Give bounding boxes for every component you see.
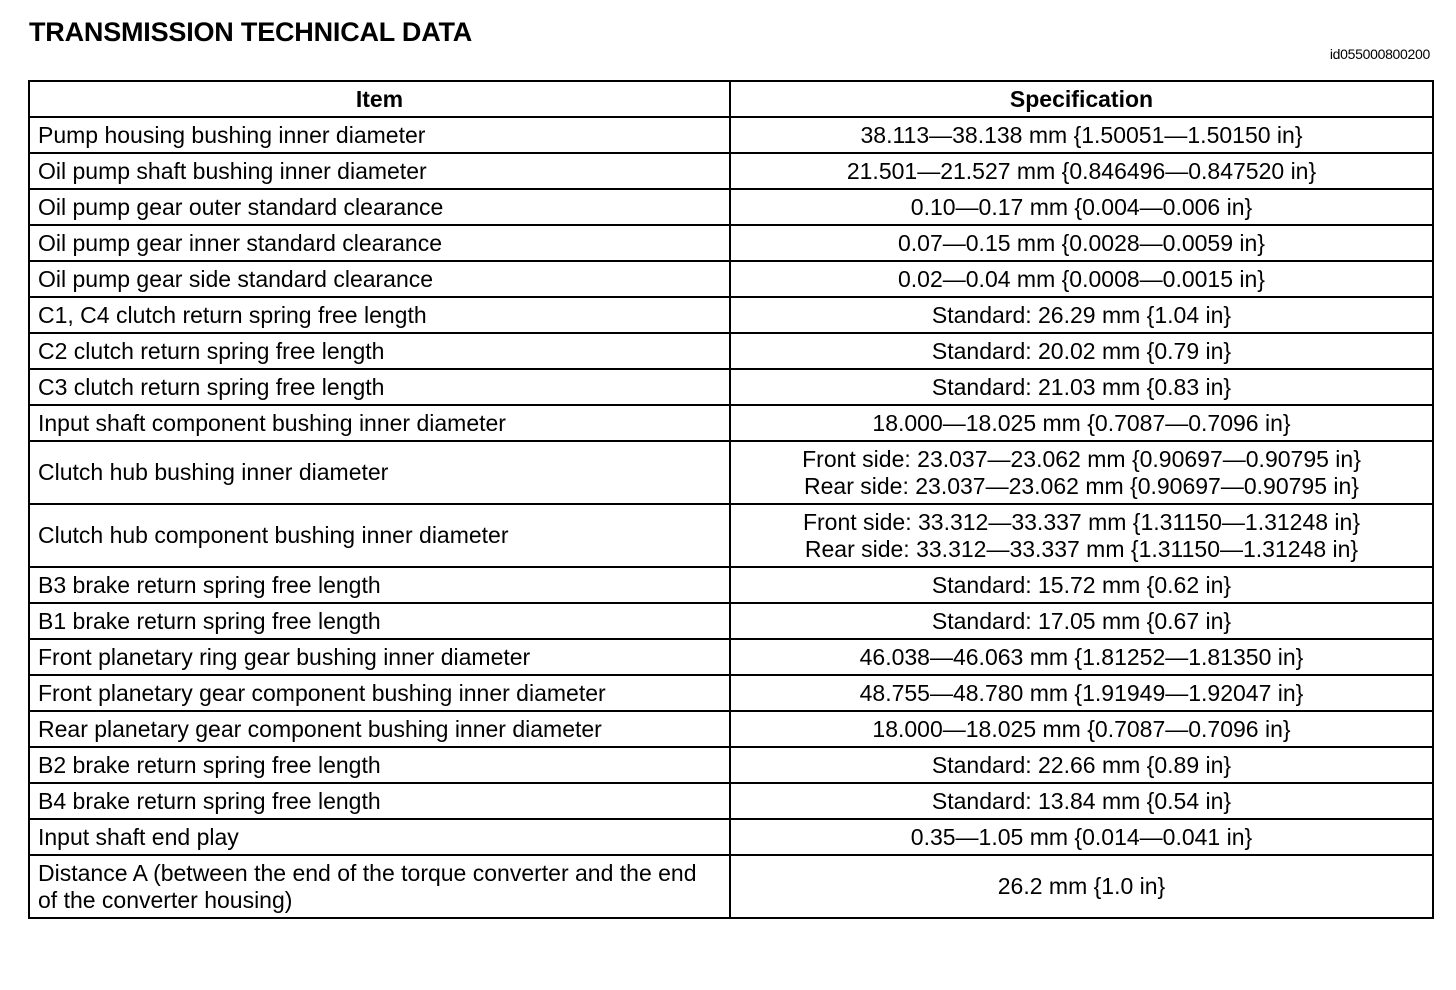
column-header-specification: Specification	[730, 81, 1433, 117]
item-cell: Oil pump gear outer standard clearance	[29, 189, 730, 225]
specification-line: Standard: 13.84 mm {0.54 in}	[931, 787, 1232, 814]
table-row	[29, 297, 1433, 333]
item-cell: Front planetary gear component bushing inner diameter	[29, 675, 730, 711]
specification-cell	[730, 405, 1433, 441]
table-header	[29, 81, 1433, 117]
specification-cell	[730, 225, 1433, 261]
specification-line: Standard: 22.66 mm {0.89 in}	[931, 751, 1232, 778]
spec-table	[28, 80, 1434, 919]
specification-line: 26.2 mm {1.0 in}	[997, 873, 1166, 899]
item-cell: C3 clutch return spring free length	[29, 369, 730, 405]
item-cell: Oil pump gear inner standard clearance	[29, 225, 730, 261]
header-row	[29, 81, 1433, 117]
specification-cell	[730, 117, 1433, 153]
specification-line: Front side: 33.312—33.337 mm {1.31150—1.31248 in}	[802, 508, 1361, 535]
table-row	[29, 783, 1433, 819]
table-row	[29, 855, 1433, 918]
item-cell: B3 brake return spring free length	[29, 567, 730, 603]
table-row	[29, 567, 1433, 603]
item-cell: B1 brake return spring free length	[29, 603, 730, 639]
specification-cell	[730, 504, 1433, 567]
specification-cell	[730, 783, 1433, 819]
specification-line: 0.35—1.05 mm {0.014—0.041 in}	[910, 823, 1253, 850]
specification-line: 21.501—21.527 mm {0.846496—0.847520 in}	[846, 157, 1317, 184]
table-row	[29, 369, 1433, 405]
specification-cell	[730, 855, 1433, 918]
specification-cell	[730, 297, 1433, 333]
specification-cell	[730, 711, 1433, 747]
specification-line: Standard: 15.72 mm {0.62 in}	[931, 571, 1232, 598]
specification-cell	[730, 819, 1433, 855]
item-cell: C1, C4 clutch return spring free length	[29, 297, 730, 333]
table-row	[29, 675, 1433, 711]
item-cell: Distance A (between the end of the torque converter and the end of the converter housing)	[29, 855, 730, 918]
item-cell: Front planetary ring gear bushing inner diameter	[29, 639, 730, 675]
specification-line: 0.10—0.17 mm {0.004—0.006 in}	[910, 193, 1253, 220]
item-cell: Oil pump shaft bushing inner diameter	[29, 153, 730, 189]
page-title: TRANSMISSION TECHNICAL DATA	[29, 17, 473, 47]
item-cell: Oil pump gear side standard clearance	[29, 261, 730, 297]
table-row	[29, 639, 1433, 675]
item-cell: B2 brake return spring free length	[29, 747, 730, 783]
specification-line: 18.000—18.025 mm {0.7087—0.7096 in}	[872, 409, 1291, 436]
table-body	[29, 117, 1433, 918]
specification-cell	[730, 603, 1433, 639]
table-row	[29, 819, 1433, 855]
table-row	[29, 747, 1433, 783]
specification-cell	[730, 567, 1433, 603]
specification-cell	[730, 261, 1433, 297]
table-row	[29, 261, 1433, 297]
specification-line: Standard: 21.03 mm {0.83 in}	[931, 373, 1232, 400]
table-row	[29, 333, 1433, 369]
table-row	[29, 441, 1433, 504]
item-cell: Clutch hub component bushing inner diameter	[29, 504, 730, 567]
item-cell: Input shaft end play	[29, 819, 730, 855]
specification-line: 46.038—46.063 mm {1.81252—1.81350 in}	[859, 643, 1304, 670]
specification-cell	[730, 369, 1433, 405]
specification-line: Rear side: 23.037—23.062 mm {0.90697—0.90795 in}	[804, 472, 1359, 499]
specification-line: 0.02—0.04 mm {0.0008—0.0015 in}	[898, 265, 1265, 292]
specification-line: Rear side: 33.312—33.337 mm {1.31150—1.31248 in}	[804, 535, 1359, 562]
column-header-item: Item	[29, 81, 730, 117]
specification-cell	[730, 441, 1433, 504]
specification-line: 48.755—48.780 mm {1.91949—1.92047 in}	[859, 679, 1304, 706]
specification-cell	[730, 675, 1433, 711]
specification-cell	[730, 153, 1433, 189]
specification-line: 38.113—38.138 mm {1.50051—1.50150 in}	[860, 121, 1303, 148]
table-row	[29, 153, 1433, 189]
table-row	[29, 504, 1433, 567]
item-cell: B4 brake return spring free length	[29, 783, 730, 819]
specification-cell	[730, 189, 1433, 225]
item-cell: Clutch hub bushing inner diameter	[29, 441, 730, 504]
table-row	[29, 225, 1433, 261]
specification-line: Standard: 20.02 mm {0.79 in}	[931, 337, 1232, 364]
item-cell: Rear planetary gear component bushing inner diameter	[29, 711, 730, 747]
specification-line: 0.07—0.15 mm {0.0028—0.0059 in}	[898, 229, 1265, 256]
table-row	[29, 711, 1433, 747]
document-id: id055000800200	[1329, 46, 1430, 62]
table-row	[29, 117, 1433, 153]
item-cell: Pump housing bushing inner diameter	[29, 117, 730, 153]
specification-line: Front side: 23.037—23.062 mm {0.90697—0.90795 in}	[802, 445, 1361, 472]
table-row	[29, 405, 1433, 441]
specification-line: 18.000—18.025 mm {0.7087—0.7096 in}	[872, 715, 1291, 742]
item-cell: Input shaft component bushing inner diameter	[29, 405, 730, 441]
specification-cell	[730, 639, 1433, 675]
item-cell: C2 clutch return spring free length	[29, 333, 730, 369]
table-row	[29, 603, 1433, 639]
specification-cell	[730, 747, 1433, 783]
table-row	[29, 189, 1433, 225]
specification-cell	[730, 333, 1433, 369]
specification-line: Standard: 26.29 mm {1.04 in}	[931, 301, 1232, 328]
specification-line: Standard: 17.05 mm {0.67 in}	[931, 607, 1232, 634]
